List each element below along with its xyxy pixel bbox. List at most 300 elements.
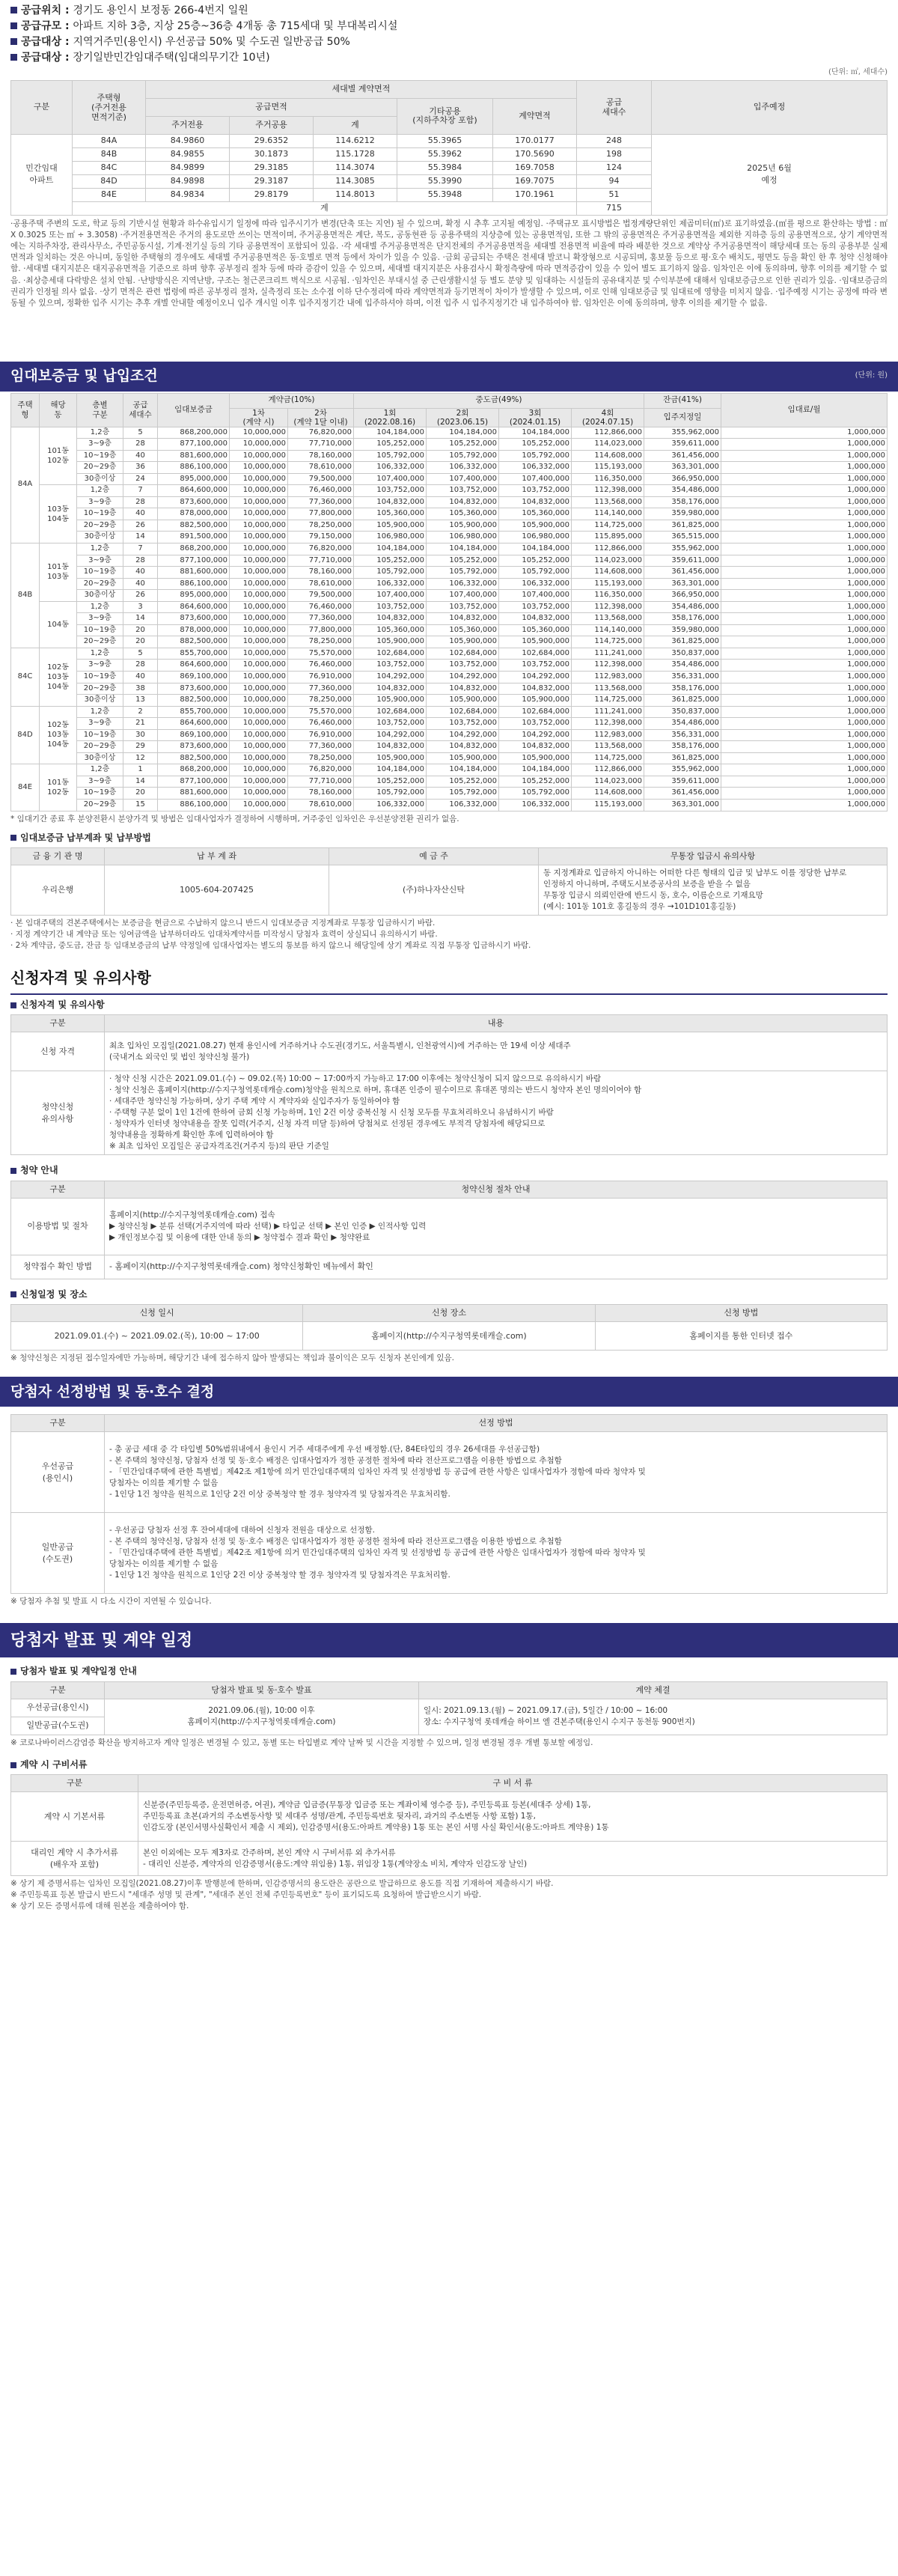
deposit-cell: 358,176,000 — [644, 741, 721, 753]
deposit-cell: 1,000,000 — [721, 800, 888, 812]
deposit-cell: 106,332,000 — [354, 462, 427, 474]
deposit-cell: 895,000,000 — [158, 473, 230, 485]
deposit-cell: 103,752,000 — [499, 601, 572, 613]
deposit-cell: 10,000,000 — [230, 776, 288, 788]
deposit-cell: 882,500,000 — [158, 636, 230, 648]
deposit-cell: 10~19층 — [77, 450, 123, 462]
deposit-cell: 104,832,000 — [427, 741, 499, 753]
deposit-cell: 363,301,000 — [644, 578, 721, 590]
th-m3: 3회 (2024.01.15) — [499, 408, 572, 427]
deposit-cell: 105,360,000 — [354, 508, 427, 520]
deposit-cell: 30층이상 — [77, 695, 123, 707]
deposit-cell: 103,752,000 — [354, 485, 427, 497]
section-title: 신청자격 및 유의사항 — [10, 969, 151, 987]
deposit-cell: 76,910,000 — [288, 671, 354, 683]
deposit-cell: 356,331,000 — [644, 729, 721, 741]
deposit-cell: 355,962,000 — [644, 764, 721, 776]
docs-key: 계약 시 기본서류 — [11, 1792, 138, 1842]
supply-cell: 84.9855 — [146, 147, 230, 161]
deposit-cell: 105,792,000 — [427, 788, 499, 800]
deposit-cell: 1,000,000 — [721, 590, 888, 602]
deposit-row — [11, 788, 888, 800]
subtitle-text: 신청일정 및 장소 — [20, 1288, 88, 1300]
deposit-row — [11, 800, 888, 812]
deposit-cell: 111,241,000 — [572, 648, 644, 660]
deposit-row — [11, 473, 888, 485]
content-line: 청약내용을 정확하게 확인한 후에 입력하여야 함 — [109, 1130, 274, 1140]
deposit-cell: 1,000,000 — [721, 764, 888, 776]
th-gongyong: 주거공용 — [230, 116, 314, 134]
deposit-cell: 10,000,000 — [230, 718, 288, 730]
deposit-cell: 77,360,000 — [288, 683, 354, 695]
th-type: 주택형 (주거전용 면적기준) — [73, 80, 146, 134]
deposit-cell: 886,100,000 — [158, 462, 230, 474]
th-m2: 2회 (2023.06.15) — [427, 408, 499, 427]
deposit-cell: 105,252,000 — [427, 439, 499, 451]
deposit-cell: 1,000,000 — [721, 776, 888, 788]
supply-cell: 30.1873 — [230, 147, 314, 161]
qual-table — [10, 1014, 888, 1155]
deposit-cell: 869,100,000 — [158, 729, 230, 741]
subtitle-text: 신청자격 및 유의사항 — [20, 999, 105, 1011]
method-line: 당첨자는 이의를 제기할 수 없음 — [109, 1559, 219, 1569]
supply-cell: 55.3990 — [397, 174, 493, 188]
deposit-cell: 1,000,000 — [721, 788, 888, 800]
deposit-cell: 1,000,000 — [721, 485, 888, 497]
deposit-cell: 107,400,000 — [354, 590, 427, 602]
deposit-cell: 359,611,000 — [644, 776, 721, 788]
deposit-cell: 1,000,000 — [721, 532, 888, 543]
deposit-cell: 105,792,000 — [354, 567, 427, 579]
supply-label: 민간임대 아파트 — [11, 134, 73, 215]
subtitle-text: 당첨자 발표 및 계약일정 안내 — [20, 1666, 137, 1677]
deposit-cell: 10,000,000 — [230, 752, 288, 764]
deposit-cell: 12 — [123, 752, 158, 764]
apply-table-wrap — [0, 1181, 898, 1279]
deposit-cell: 10~19층 — [77, 671, 123, 683]
deposit-cell: 20 — [123, 788, 158, 800]
th-account: 납 부 계 좌 — [105, 848, 329, 865]
deposit-cell: 1,000,000 — [721, 543, 888, 555]
deposit-row — [11, 683, 888, 695]
deposit-cell: 106,980,000 — [354, 532, 427, 543]
deposit-cell: 366,950,000 — [644, 590, 721, 602]
deposit-cell: 38 — [123, 683, 158, 695]
deposit-cell: 105,900,000 — [427, 636, 499, 648]
deposit-cell: 79,500,000 — [288, 590, 354, 602]
deposit-type: 84C — [11, 648, 40, 706]
bank-name: 우리은행 — [11, 865, 105, 916]
deposit-cell: 363,301,000 — [644, 800, 721, 812]
deposit-cell: 361,456,000 — [644, 567, 721, 579]
deposit-cell: 873,600,000 — [158, 496, 230, 508]
deposit-cell: 10,000,000 — [230, 741, 288, 753]
th-rent: 임대료/월 — [721, 393, 888, 427]
deposit-footnote: * 임대기간 종료 후 분양전환시 분양가격 및 방법은 임대사업자가 결정하여 시행하며, 거주중인 임차인은 우선분양전환 권리가 없음. — [10, 814, 459, 823]
deposit-row — [11, 462, 888, 474]
deposit-table — [10, 393, 888, 812]
th-supply-area: 공급면적 — [146, 98, 397, 116]
th-method: 신청 방법 — [595, 1305, 887, 1322]
deposit-cell: 877,100,000 — [158, 776, 230, 788]
deposit-cell: 104,184,000 — [354, 543, 427, 555]
bullet-square-icon — [10, 1762, 16, 1768]
deposit-cell: 10,000,000 — [230, 590, 288, 602]
content-line: · 주택형 구분 없이 1인 1건에 한하여 금회 신청 가능하며, 1인 2건 이상 중복신청 시 신청 모두를 무효처리하오니 유념하시기 바람 — [109, 1108, 554, 1118]
deposit-cell: 3~9층 — [77, 660, 123, 672]
deposit-cell: 881,600,000 — [158, 450, 230, 462]
bullet-square-icon — [10, 835, 16, 841]
supply-cell: 114.3074 — [314, 161, 397, 174]
deposit-row — [11, 578, 888, 590]
deposit-row — [11, 520, 888, 532]
supply-cell: 170.0177 — [493, 134, 577, 147]
deposit-cell: 1,2층 — [77, 543, 123, 555]
account-tips — [539, 865, 888, 916]
deposit-cell: 105,252,000 — [499, 555, 572, 567]
deposit-row — [11, 706, 888, 718]
deposit-cell: 1,000,000 — [721, 473, 888, 485]
deposit-row — [11, 752, 888, 764]
deposit-cell: 1,000,000 — [721, 496, 888, 508]
method-line: - 총 공급 세대 중 각 타입별 50%범위내에서 용인시 거주 세대주에게 우선 배정함.(단, 84E타입의 경우 26세대를 우선공급함) — [109, 1445, 540, 1455]
supply-cell: 115.1728 — [314, 147, 397, 161]
deposit-row — [11, 660, 888, 672]
content-line: 최초 입차인 모집일(2021.08.27) 현재 용인시에 거주하거나 수도권(경기도, 서울특별시, 인천광역시)에 거주하는 만 19세 이상 세대주 — [109, 1041, 571, 1050]
supply-cell: 29.8179 — [230, 188, 314, 201]
th-mid: 중도금(49%) — [354, 393, 644, 408]
supply-cell: 124 — [577, 161, 652, 174]
winner-priority — [105, 1432, 888, 1513]
deposit-cell: 358,176,000 — [644, 496, 721, 508]
procedure-line: 홈페이지(http://수지구청역롯데캐슬.com) 접속 — [109, 1210, 275, 1220]
deposit-cell: 78,160,000 — [288, 450, 354, 462]
method-line: - 1인당 1건 청약을 원칙으로 1인당 2건 이상 중복청약 할 경우 청약자격 및 당첨자격은 무효처리함. — [109, 1571, 450, 1580]
deposit-row — [11, 496, 888, 508]
deposit-cell: 358,176,000 — [644, 683, 721, 695]
th-contract-area: 계약면적 — [493, 98, 577, 134]
apply-subtitle — [0, 1155, 898, 1180]
deposit-cell: 107,400,000 — [354, 473, 427, 485]
deposit-cell: 882,500,000 — [158, 752, 230, 764]
supply-cell: 84E — [73, 188, 146, 201]
deposit-cell: 3~9층 — [77, 613, 123, 625]
deposit-cell: 10,000,000 — [230, 671, 288, 683]
deposit-cell: 75,570,000 — [288, 706, 354, 718]
note-line: ※ 상기 제 증명서류는 임차인 모집일(2021.08.27)이후 발행분에 한하며, 인감증명서의 용도란은 공란으로 발급하므로 용도를 직접 기재하여 제출하시기 바람. — [10, 1879, 554, 1889]
deposit-cell: 114,608,000 — [572, 450, 644, 462]
deposit-cell: 363,301,000 — [644, 462, 721, 474]
deposit-cell: 361,825,000 — [644, 695, 721, 707]
apply-procedure — [105, 1198, 888, 1255]
deposit-cell: 878,000,000 — [158, 624, 230, 636]
deposit-cell: 366,950,000 — [644, 473, 721, 485]
deposit-cell: 358,176,000 — [644, 613, 721, 625]
deposit-cell: 76,910,000 — [288, 729, 354, 741]
content-line: ※ 최초 임차인 모집일은 공급자격조건(거주지 등)의 판단 기준일 — [109, 1142, 329, 1151]
bullet-square-icon — [10, 54, 17, 61]
deposit-row — [11, 729, 888, 741]
th-m1: 1회 (2022.08.16) — [354, 408, 427, 427]
deposit-cell: 112,983,000 — [572, 729, 644, 741]
deposit-cell: 1,000,000 — [721, 729, 888, 741]
deposit-cell: 78,250,000 — [288, 636, 354, 648]
th-gubun: 구분 — [11, 1681, 105, 1699]
deposit-cell: 13 — [123, 695, 158, 707]
deposit-row — [11, 485, 888, 497]
deposit-cell: 10,000,000 — [230, 508, 288, 520]
unit-note: (단위: 원) — [855, 371, 888, 380]
unit-note: (단위: ㎡, 세대수) — [828, 68, 888, 76]
deposit-cell: 114,140,000 — [572, 508, 644, 520]
deposit-cell: 3~9층 — [77, 776, 123, 788]
info-key: 공급규모 : — [21, 20, 73, 32]
supply-cell: 51 — [577, 188, 652, 201]
deposit-cell: 365,515,000 — [644, 532, 721, 543]
supply-cell: 55.3962 — [397, 147, 493, 161]
th-docs: 구 비 서 류 — [138, 1775, 888, 1792]
deposit-cell: 10,000,000 — [230, 543, 288, 555]
deposit-cell: 104,184,000 — [354, 764, 427, 776]
apply-key: 이용방법 및 절차 — [11, 1198, 105, 1255]
deposit-cell: 7 — [123, 485, 158, 497]
deposit-cell: 103,752,000 — [499, 718, 572, 730]
docs-proxy — [138, 1842, 888, 1876]
note-line: · 지정 계약기간 내 계약금 또는 잉여금액을 납부하더라도 임대차계약서를 미작성시 당첨자 효력이 상실되니 유의하시기 바람. — [10, 930, 438, 940]
deposit-cell: 1,000,000 — [721, 660, 888, 672]
announce-info — [105, 1699, 419, 1735]
deposit-cell: 114,725,000 — [572, 636, 644, 648]
info-value: 아파트 지하 3층, 지상 25층~36층 4개동 총 715세대 및 부대복리시설 — [73, 20, 398, 32]
bullet-square-icon — [10, 7, 17, 13]
deposit-cell: 104,832,000 — [354, 613, 427, 625]
deposit-cell: 106,332,000 — [499, 462, 572, 474]
account-number: 1005-604-207425 — [105, 865, 329, 916]
th-bank: 금 융 기 관 명 — [11, 848, 105, 865]
subtitle-text: 계약 시 구비서류 — [20, 1759, 88, 1770]
th-dong: 해당 동 — [40, 393, 77, 427]
info-key: 공급대상 : — [21, 36, 73, 48]
deposit-cell: 111,241,000 — [572, 706, 644, 718]
sign-line: 장소: 수지구청역 롯데캐슬 하이브 엘 견본주택(용인시 수지구 동천동 900번지) — [424, 1717, 695, 1727]
deposit-cell: 2 — [123, 706, 158, 718]
supply-cell: 169.7075 — [493, 174, 577, 188]
deposit-cell: 10,000,000 — [230, 788, 288, 800]
content-line: · 청약 신청은 홈페이지(http://수지구청역롯데캐슬.com)청약을 원칙으로 하며, 휴대폰 인증이 필수이므로 휴대폰 명의는 반드시 청약자 본인 명의이어야 함 — [109, 1085, 642, 1095]
deposit-cell: 10~19층 — [77, 624, 123, 636]
deposit-cell: 113,568,000 — [572, 613, 644, 625]
deposit-cell: 104,184,000 — [499, 543, 572, 555]
contract-subtitle — [0, 1657, 898, 1681]
deposit-dong: 101동 103동 — [40, 543, 77, 601]
deposit-cell: 354,486,000 — [644, 660, 721, 672]
supply-cell: 169.7058 — [493, 161, 577, 174]
deposit-cell: 20~29층 — [77, 800, 123, 812]
deposit-row — [11, 555, 888, 567]
deposit-cell: 355,962,000 — [644, 427, 721, 439]
deposit-cell: 1,000,000 — [721, 624, 888, 636]
deposit-cell: 873,600,000 — [158, 613, 230, 625]
deposit-cell: 361,825,000 — [644, 752, 721, 764]
deposit-cell: 105,900,000 — [354, 520, 427, 532]
info-key: 공급대상 : — [21, 52, 73, 64]
tip-line: 무통장 입금시 의뢰인란에 반드시 동, 호수, 이름순으로 기재요망 — [543, 891, 763, 901]
deposit-cell: 10~19층 — [77, 788, 123, 800]
deposit-cell: 354,486,000 — [644, 718, 721, 730]
deposit-cell: 10~19층 — [77, 508, 123, 520]
deposit-cell: 106,332,000 — [499, 578, 572, 590]
th-sign: 계약 체결 — [419, 1681, 888, 1699]
supply-cell: 84A — [73, 134, 146, 147]
qual-subtitle — [0, 994, 898, 1014]
deposit-cell: 873,600,000 — [158, 741, 230, 753]
deposit-cell: 76,820,000 — [288, 427, 354, 439]
deposit-row — [11, 508, 888, 520]
deposit-cell: 1,000,000 — [721, 752, 888, 764]
section-bar-contract — [0, 1623, 898, 1657]
supply-cell: 84B — [73, 147, 146, 161]
deposit-cell: 105,792,000 — [427, 450, 499, 462]
announce-line: 홈페이지(http://수지구청역롯데캐슬.com) — [187, 1717, 336, 1727]
deposit-cell: 40 — [123, 578, 158, 590]
deposit-cell: 10,000,000 — [230, 636, 288, 648]
deposit-cell: 76,820,000 — [288, 764, 354, 776]
th-gubun: 구분 — [11, 1015, 105, 1032]
deposit-cell: 3~9층 — [77, 439, 123, 451]
deposit-cell: 104,832,000 — [499, 683, 572, 695]
deposit-cell: 356,331,000 — [644, 671, 721, 683]
section-bar-deposit — [0, 362, 898, 392]
deposit-cell: 76,460,000 — [288, 718, 354, 730]
info-value: 장기일반민간임대주택(임대의무기간 10년) — [73, 52, 270, 64]
deposit-cell: 104,832,000 — [499, 496, 572, 508]
deposit-dong: 102동 103동 104동 — [40, 648, 77, 706]
deposit-cell: 10,000,000 — [230, 427, 288, 439]
procedure-line: ▶ 청약신청 ▶ 분류 선택(거주지역에 따라 선택) ▶ 타입군 선택 ▶ 본인 인증 ▶ 인적사항 입력 — [109, 1221, 427, 1231]
deposit-cell: 7 — [123, 543, 158, 555]
deposit-row — [11, 636, 888, 648]
qual-content — [105, 1032, 888, 1071]
th-juguh: 주거전용 — [146, 116, 230, 134]
doc-line: 인감도장 (본인서명사실확인서 제출 시 제외), 인감증명서(용도:아파트 계약용) 1통 또는 본인 서명 사실 확인서(용도:아파트 계약용) 1통 — [143, 1823, 609, 1833]
deposit-cell: 112,398,000 — [572, 660, 644, 672]
deposit-cell: 3~9층 — [77, 555, 123, 567]
contract-note: ※ 코로나바이러스감염증 확산을 방지하고자 계약 일정은 변경될 수 있고, 동별 또는 타입별로 계약 날짜 및 시간을 지정할 수 있으며, 일정 변경될 경우 개별 통보할 예정임. — [10, 1738, 593, 1747]
deposit-cell: 102,684,000 — [354, 648, 427, 660]
deposit-cell: 10,000,000 — [230, 624, 288, 636]
deposit-cell: 113,568,000 — [572, 496, 644, 508]
docs-basic — [138, 1792, 888, 1842]
th-other: 기타공용 (지하주차장 포함) — [397, 98, 493, 134]
deposit-cell: 107,400,000 — [499, 473, 572, 485]
procedure-line: ▶ 개인정보수집 및 이용에 대한 안내 동의 ▶ 청약접수 결과 확인 ▶ 청약완료 — [109, 1232, 370, 1242]
deposit-cell: 877,100,000 — [158, 555, 230, 567]
deposit-cell: 78,250,000 — [288, 520, 354, 532]
deposit-cell: 114,608,000 — [572, 788, 644, 800]
deposit-cell: 105,792,000 — [499, 450, 572, 462]
deposit-cell: 20~29층 — [77, 462, 123, 474]
deposit-cell: 3~9층 — [77, 718, 123, 730]
th-balance: 잔금(41%) — [644, 393, 721, 408]
deposit-cell: 1,000,000 — [721, 741, 888, 753]
deposit-cell: 105,252,000 — [427, 776, 499, 788]
deposit-row — [11, 741, 888, 753]
deposit-cell: 20~29층 — [77, 683, 123, 695]
deposit-cell: 10,000,000 — [230, 764, 288, 776]
deposit-cell: 105,792,000 — [499, 567, 572, 579]
deposit-cell: 1,000,000 — [721, 508, 888, 520]
deposit-cell: 1,000,000 — [721, 520, 888, 532]
deposit-cell: 10,000,000 — [230, 729, 288, 741]
th-sum: 계 — [314, 116, 397, 134]
winner-note: ※ 당첨자 추첨 및 발표 시 다소 시간이 지연될 수 있습니다. — [10, 1597, 212, 1607]
deposit-cell: 105,252,000 — [499, 776, 572, 788]
deposit-row — [11, 776, 888, 788]
deposit-cell: 105,900,000 — [427, 695, 499, 707]
info-value: 경기도 용인시 보정동 266-4번지 일원 — [73, 4, 248, 16]
deposit-type: 84E — [11, 764, 40, 811]
deposit-cell: 105,792,000 — [427, 567, 499, 579]
deposit-cell: 114,725,000 — [572, 695, 644, 707]
doc-line: - 대리인 신분증, 계약자의 인감증명서(용도:계약 위임용) 1통, 위임장 1통(계약장소 비치, 계약자 인감도장 날인) — [143, 1859, 528, 1869]
th-households: 공급 세대수 — [577, 80, 652, 134]
supply-cell: 84.9898 — [146, 174, 230, 188]
supply-cell: 29.6352 — [230, 134, 314, 147]
th-c1: 1차 (계약 시) — [230, 408, 288, 427]
deposit-cell: 78,250,000 — [288, 695, 354, 707]
deposit-cell: 10,000,000 — [230, 532, 288, 543]
supply-cell: 55.3965 — [397, 134, 493, 147]
deposit-row — [11, 648, 888, 660]
deposit-cell: 105,900,000 — [499, 695, 572, 707]
deposit-cell: 106,332,000 — [427, 800, 499, 812]
deposit-cell: 77,360,000 — [288, 496, 354, 508]
deposit-row — [11, 613, 888, 625]
deposit-cell: 112,398,000 — [572, 601, 644, 613]
deposit-cell: 1,2층 — [77, 764, 123, 776]
deposit-cell: 105,252,000 — [427, 555, 499, 567]
deposit-cell: 104,184,000 — [499, 427, 572, 439]
contract-table — [10, 1681, 888, 1735]
bullet-square-icon — [10, 22, 17, 29]
supply-table — [10, 80, 888, 216]
deposit-cell: 864,600,000 — [158, 718, 230, 730]
deposit-cell: 359,980,000 — [644, 624, 721, 636]
deposit-cell: 104,184,000 — [499, 764, 572, 776]
th-move-in: 입주예정 — [652, 80, 888, 134]
deposit-cell: 104,292,000 — [354, 729, 427, 741]
deposit-cell: 361,825,000 — [644, 636, 721, 648]
deposit-cell: 14 — [123, 532, 158, 543]
deposit-row — [11, 718, 888, 730]
deposit-cell: 103,752,000 — [499, 485, 572, 497]
deposit-cell: 76,460,000 — [288, 660, 354, 672]
docs-subtitle — [0, 1751, 898, 1774]
th-tips: 무통장 입금시 유의사항 — [539, 848, 888, 865]
deposit-table-wrap — [0, 392, 898, 812]
deposit-cell: 10,000,000 — [230, 683, 288, 695]
deposit-cell: 361,456,000 — [644, 788, 721, 800]
contract-table-wrap — [0, 1681, 898, 1735]
bullet-square-icon — [10, 1002, 16, 1008]
account-notes — [0, 916, 898, 954]
supply-table-wrap — [0, 80, 898, 216]
deposit-cell: 103,752,000 — [499, 660, 572, 672]
deposit-cell: 882,500,000 — [158, 695, 230, 707]
content-line: · 청약자가 인터넷 청약내용을 잘못 입력(거주지, 신청 자격 미달 등)하여 당첨처로 선정된 경우에도 부적격 당첨자에 해당되므로 — [109, 1119, 546, 1129]
deposit-cell: 1,000,000 — [721, 683, 888, 695]
apply-key-2: 청약접수 확인 방법 — [11, 1255, 105, 1279]
